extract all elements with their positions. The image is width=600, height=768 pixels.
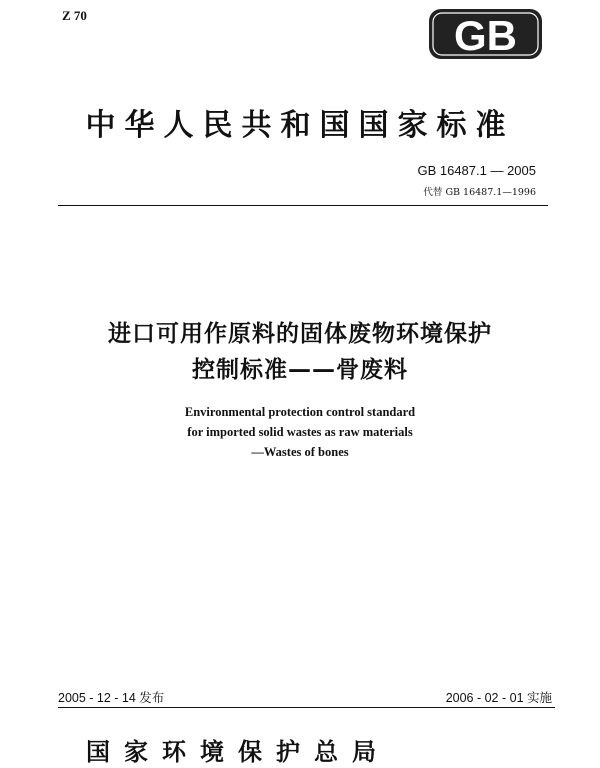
title-chinese-line-1: 进口可用作原料的固体废物环境保护 — [108, 321, 492, 347]
national-standard-heading: 中华人民共和国国家标准 — [85, 108, 515, 143]
standard-number: GB 16487.1 — 2005 — [417, 163, 536, 178]
gb-logo-text: GB — [454, 12, 517, 59]
issue-date: 2005 - 12 - 14 发布 — [58, 691, 165, 705]
implementation-date: 2006 - 02 - 01 实施 — [445, 691, 552, 705]
classification-code: Z 70 — [62, 8, 87, 23]
title-english-line-2: for imported solid wastes as raw materials — [187, 425, 413, 439]
header-divider — [58, 205, 548, 206]
replaces-standard: 代替 GB 16487.1—1996 — [423, 187, 536, 198]
title-english-line-3: —Wastes of bones — [251, 445, 349, 459]
footer-divider — [58, 707, 555, 708]
gb-logo — [428, 8, 543, 60]
issuing-authority: 国家环境保护总局 — [86, 737, 390, 766]
title-english-line-1: Environmental protection control standard — [184, 405, 416, 419]
title-chinese-line-2: 控制标准——骨废料 — [192, 357, 408, 383]
